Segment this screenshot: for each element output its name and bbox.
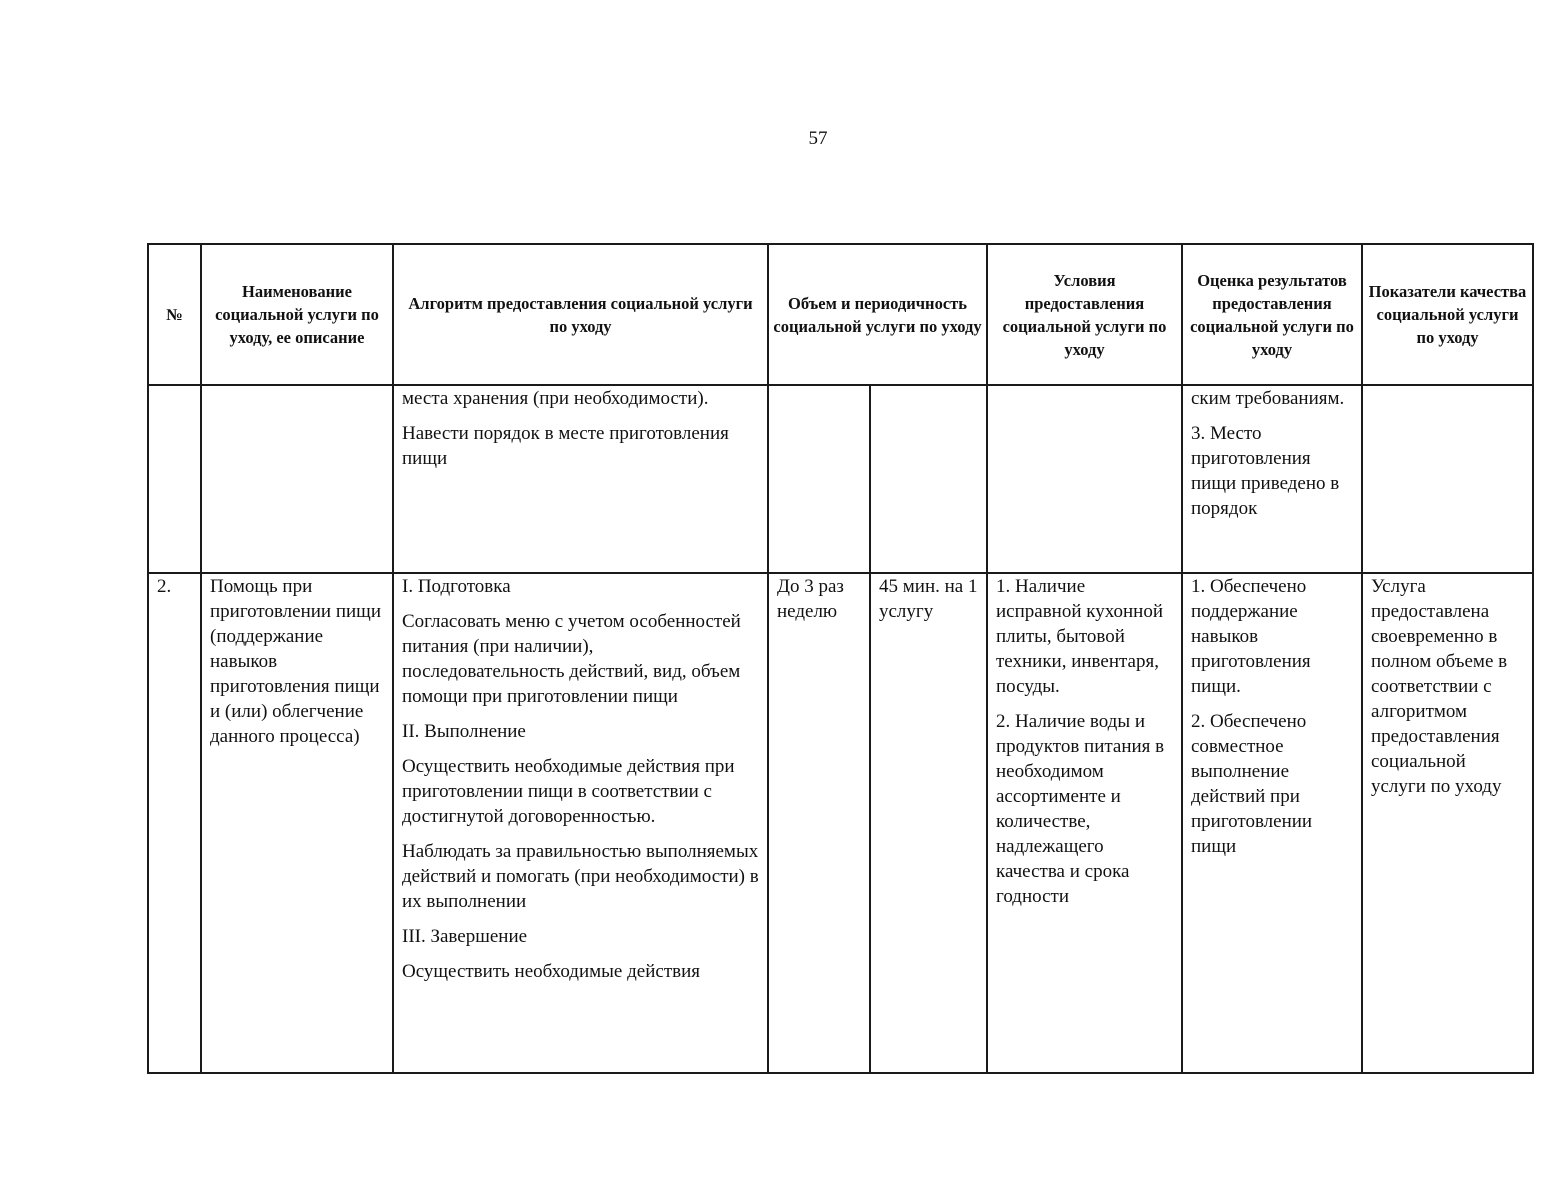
table-row (148, 385, 1533, 573)
algorithm-paragraph: Навести порядок в месте приготовления пищи (402, 423, 729, 469)
header-assessment: Оценка результатов предоставления социальной услуги по уходу (1182, 244, 1362, 385)
algorithm-paragraph: Осуществить необходимые действия (402, 961, 700, 982)
header-name: Наименование социальной услуги по уходу, ее описание (201, 244, 393, 385)
cell-name (201, 385, 393, 573)
algorithm-paragraph: I. Подготовка (402, 576, 511, 597)
cell-duration: 45 мин. на 1 услугу (870, 573, 987, 1073)
algorithm-paragraph: места хранения (при необходимости). (402, 388, 709, 409)
assessment-paragraph: 2. Обеспечено совместное выполнение действий при приготовлении пищи (1191, 711, 1313, 857)
cell-indicators (1362, 385, 1533, 573)
assessment-paragraph: ским требованиям. (1191, 388, 1345, 409)
services-table (147, 243, 1534, 1074)
cell-assessment (1182, 385, 1362, 573)
page-number: 57 (808, 128, 828, 149)
table-row (148, 573, 1533, 1073)
header-conditions: Условия предоставления социальной услуги по уходу (987, 244, 1182, 385)
header-algorithm: Алгоритм предоставления социальной услуги по уходу (393, 244, 768, 385)
assessment-paragraph: 3. Место приготовления пищи приведено в порядок (1191, 423, 1340, 519)
algorithm-paragraph: III. Завершение (402, 926, 528, 947)
conditions-paragraph: 1. Наличие исправной кухонной плиты, бытовой техники, инвентаря, посуды. (996, 576, 1164, 697)
algorithm-paragraph: Наблюдать за правильностью выполняемых действий и помогать (при необходимости) в их выполнении (402, 841, 759, 912)
algorithm-paragraph: II. Выполнение (402, 721, 526, 742)
header-volume: Объем и периодичность социальной услуги по уходу (768, 244, 987, 385)
cell-duration (870, 385, 987, 573)
cell-algorithm (393, 385, 768, 573)
cell-conditions (987, 573, 1182, 1073)
cell-num (148, 385, 201, 573)
cell-frequency (768, 385, 870, 573)
cell-name: Помощь при приготовлении пищи (поддержание навыков приготовления пищи и (или) облегчение данного процесса) (201, 573, 393, 1073)
cell-num: 2. (148, 573, 201, 1073)
header-num: № (148, 244, 201, 385)
cell-conditions (987, 385, 1182, 573)
cell-algorithm (393, 573, 768, 1073)
cell-assessment (1182, 573, 1362, 1073)
algorithm-paragraph: Согласовать меню с учетом особенностей питания (при наличии), последовательность действий, вид, объем помощи при приготовлении пищи (402, 611, 741, 707)
cell-frequency: До 3 раз неделю (768, 573, 870, 1073)
header-indicators: Показатели качества социальной услуги по уходу (1362, 244, 1533, 385)
conditions-paragraph: 2. Наличие воды и продуктов питания в необходимом ассортименте и количестве, надлежащего качества и срока годности (996, 711, 1165, 907)
header-row (148, 244, 1533, 385)
algorithm-paragraph: Осуществить необходимые действия при приготовлении пищи в соответствии с достигнутой договоренностью. (402, 756, 735, 827)
assessment-paragraph: 1. Обеспечено поддержание навыков приготовления пищи. (1191, 576, 1311, 697)
cell-indicators: Услуга предоставлена своевременно в полном объеме в соответствии с алгоритмом предоставления социальной услуги по уходу (1362, 573, 1533, 1073)
